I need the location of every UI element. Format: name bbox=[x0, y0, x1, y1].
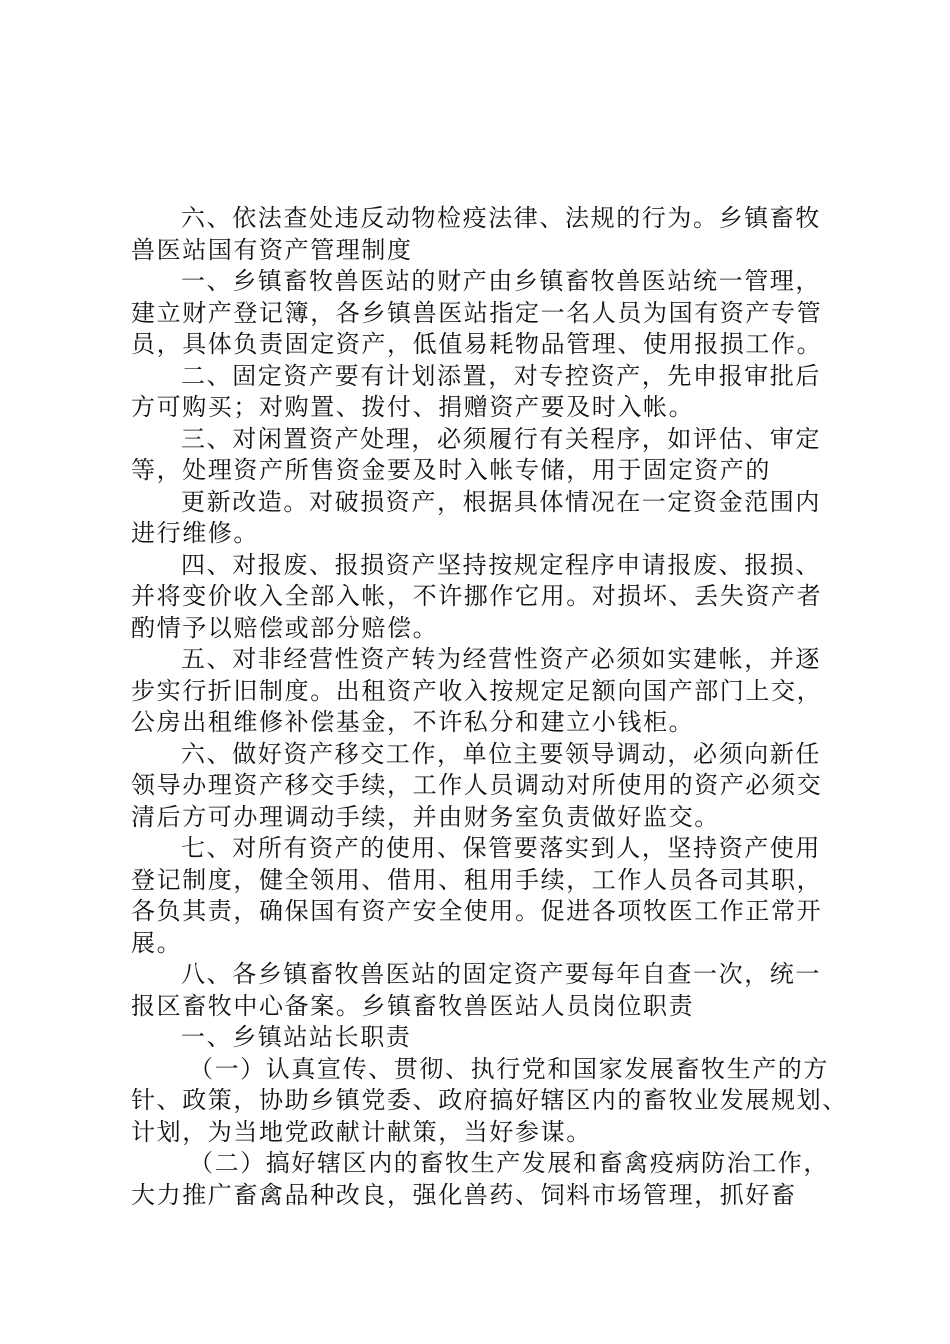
paragraph-line: 七、对所有资产的使用、保管要落实到人，坚持资产使用 bbox=[181, 834, 821, 862]
document-body bbox=[131, 203, 848, 1211]
paragraph-line: 方可购买；对购置、拨付、捐赠资产要及时入帐。 bbox=[131, 393, 695, 421]
section-heading: 一、乡镇站站长职责 bbox=[181, 1023, 412, 1051]
paragraph-line: 三、对闲置资产处理，必须履行有关程序，如评估、审定 bbox=[181, 424, 821, 453]
paragraph-line: 展。 bbox=[131, 928, 183, 957]
paragraph-line: 针、政策，协助乡镇党委、政府搞好辖区内的畜牧业发展规划、 bbox=[131, 1086, 848, 1114]
paragraph-line: 清后方可办理调动手续，并由财务室负责做好监交。 bbox=[131, 802, 720, 831]
paragraph-line: 计划，为当地党政献计献策，当好参谋。 bbox=[131, 1117, 592, 1146]
paragraph-line: 公房出租维修补偿基金，不许私分和建立小钱柜。 bbox=[131, 708, 695, 736]
paragraph-line: 进行维修。 bbox=[131, 519, 259, 547]
paragraph-line: 二、固定资产要有计划添置，对专控资产，先申报审批后 bbox=[181, 361, 821, 390]
paragraph-line: 一、乡镇畜牧兽医站的财产由乡镇畜牧兽医站统一管理， bbox=[181, 267, 821, 295]
paragraph-line: 兽医站国有资产管理制度 bbox=[131, 235, 413, 264]
paragraph-line: 步实行折旧制度。出租资产收入按规定足额向国产部门上交， bbox=[131, 676, 823, 705]
paragraph-line: 更新改造。对破损资产，根据具体情况在一定资金范围内 bbox=[181, 487, 821, 516]
paragraph-line: 领导办理资产移交手续，工作人员调动对所使用的资产必须交 bbox=[131, 771, 823, 799]
paragraph-line: 六、依法查处违反动物检疫法律、法规的行为。乡镇畜牧 bbox=[181, 204, 821, 232]
paragraph-line: 四、对报废、报损资产坚持按规定程序申请报废、报损、 bbox=[181, 550, 821, 579]
paragraph-line: 登记制度，健全领用、借用、租用手续，工作人员各司其职， bbox=[131, 865, 823, 894]
paragraph-line: 酌情予以赔偿或部分赔偿。 bbox=[131, 613, 439, 642]
paragraph-line: 报区畜牧中心备案。乡镇畜牧兽医站人员岗位职责 bbox=[131, 991, 695, 1020]
paragraph-line: 六、做好资产移交工作，单位主要领导调动，必须向新任 bbox=[181, 739, 821, 768]
paragraph-line: 等，处理资产所售资金要及时入帐专储，用于固定资产的 bbox=[131, 456, 771, 484]
paragraph-line: 建立财产登记簿，各乡镇兽医站指定一名人员为国有资产专管 bbox=[131, 298, 823, 327]
paragraph-line: 大力推广畜禽品种改良，强化兽药、饲料市场管理，抓好畜 bbox=[131, 1180, 797, 1209]
paragraph-line: 八、各乡镇畜牧兽医站的固定资产要每年自查一次，统一 bbox=[181, 960, 821, 988]
paragraph-line: （二）搞好辖区内的畜牧生产发展和畜禽疫病防治工作， bbox=[189, 1149, 829, 1177]
paragraph-line: 员，具体负责固定资产，低值易耗物品管理、使用报损工作。 bbox=[131, 330, 823, 358]
paragraph-line: 各负其责，确保国有资产安全使用。促进各项牧医工作正常开 bbox=[131, 897, 823, 925]
paragraph-line: 五、对非经营性资产转为经营性资产必须如实建帐，并逐 bbox=[181, 645, 821, 673]
paragraph-line: 并将变价收入全部入帐，不许挪作它用。对损坏、丢失资产者 bbox=[131, 582, 823, 610]
paragraph-line: （一）认真宣传、贯彻、执行党和国家发展畜牧生产的方 bbox=[189, 1054, 829, 1083]
